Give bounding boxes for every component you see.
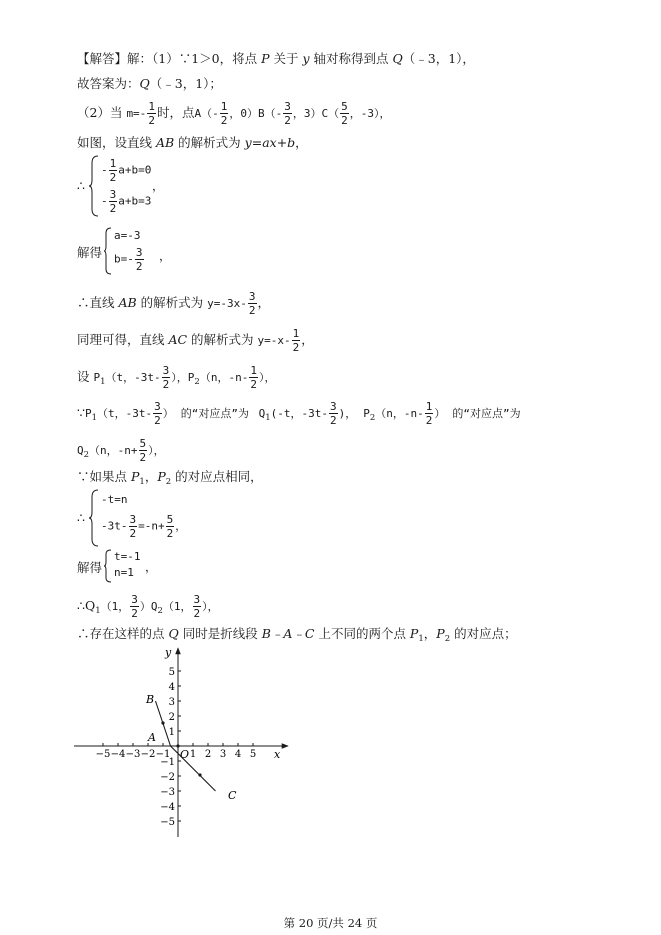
x-tick-label: −1 [155,749,171,760]
system-row: - $\frac{3}{2}$ a+b=3 [101,188,152,215]
fraction: $\frac{1}{2}$ [220,100,228,127]
line-4: 如图，设直线 AB 的解析式为 y=ax+b， [77,135,308,150]
brace [89,155,99,217]
line-10: $\because P_1(t$，-3t- $\frac{3}{2}$ ） 的“对应点”为 $Q_1(-t$，-3t- $\frac{3}{2}$ )， $P_2(n$，-n- $\frac{1}{2}$ ） 的“对应点”为 [77,400,521,427]
y-tick-label: 3 [168,697,175,708]
point-a-label: A [148,731,156,744]
y-tick-label: 2 [168,712,175,723]
fraction: $\frac{1}{2}$ [148,100,155,127]
solution-1: 解得 a=-3 b=- $\frac{3}{2}$ ， [77,229,172,273]
point-on-ac [198,773,201,776]
x-tick-label: −4 [110,749,126,760]
y-tick-label: −2 [160,772,175,783]
line-16: $\therefore Q_1(1$， $\frac{3}{2}$ ）$Q_2(1$， $\frac{3}{2}$ ）， [77,593,219,620]
y-tick-label: −1 [160,757,175,768]
line-12: ∵如果点 $P_1$，$P_2$ 的对应点相同， [77,469,263,487]
origin-label: O [180,748,190,761]
solution-2: 解得 t=-1 n=1 ， [77,549,277,583]
y-tick-label: −4 [160,802,175,813]
fraction: $\frac{3}{2}$ [284,100,291,127]
point-on-ba [161,721,164,724]
y-tick-label: 4 [168,682,175,693]
x-tick-label: −3 [125,749,141,760]
y-tick-label: −5 [160,817,175,828]
point-c-label: C [228,789,237,802]
x-tick-label: 4 [234,749,242,760]
line-9: 设 $P_1(t$，-3t- $\frac{3}{2}$ ），$P_2(n$，-n- $\frac{1}{2}$ ）， [77,364,276,391]
x-axis-label: x [274,748,281,761]
point-b-label: B [146,693,155,706]
line-17: ∴存在这样的点 Q 同时是折线段 B﹣A﹣C 上不同的两个点 $P_1$，$P_2$ 的对应点； [77,626,517,644]
page-footer: 第 20 页/共 24 页 [283,916,378,930]
answer-tag: 【解答】 [77,51,128,66]
origin-point [176,744,179,747]
x-tick-label: 3 [219,749,227,760]
fraction: $\frac{5}{2}$ [341,100,348,127]
brace [104,227,112,275]
x-tick-label: 1 [189,749,197,760]
line-8: 同理可得，直线 AC 的解析式为 y=-x- $\frac{1}{2}$ ， [77,327,314,354]
x-tick-label: 2 [204,749,212,760]
equation-system-2: ∴ -t=n -3t- $\frac{3}{2}$ =-n+ $\frac{5}{2}$ ， [77,489,297,547]
coordinate-graph [60,642,300,842]
brace [104,549,112,583]
line-3: （2）当 m=- $\frac{1}{2}$ 时，点A（- $\frac{1}{2}$ ，0）B（- $\frac{3}{2}$ ，3）C（ $\frac{5}{2}$ ，-3）， [77,100,391,127]
line-11: $Q_2(n$，-n+ $\frac{5}{2}$ ）， [77,437,165,464]
system-row: - $\frac{1}{2}$ a+b=0 [101,157,152,184]
brace [89,489,99,547]
x-tick-label: −2 [140,749,156,760]
line-2: 故答案为：Q（﹣3，1）； [77,76,222,91]
x-tick-label: −5 [95,749,111,760]
y-tick-label: 5 [168,667,175,678]
y-axis-label: y [165,646,172,659]
y-tick-label: 1 [168,727,175,738]
line-7: ∴直线 AB 的解析式为 y=-3x- $\frac{3}{2}$ ， [77,290,271,317]
y-tick-label: −3 [160,787,175,798]
equation-system-1: ∴ - $\frac{1}{2}$ a+b=0 - $\frac{3}{2}$ a+b=3 ， [77,157,165,215]
x-tick-label: 5 [249,749,257,760]
line-1: 【解答】解：（1）∵1＞0，将点 P 关于 y 轴对称得到点 Q（﹣3，1）， [77,51,475,66]
